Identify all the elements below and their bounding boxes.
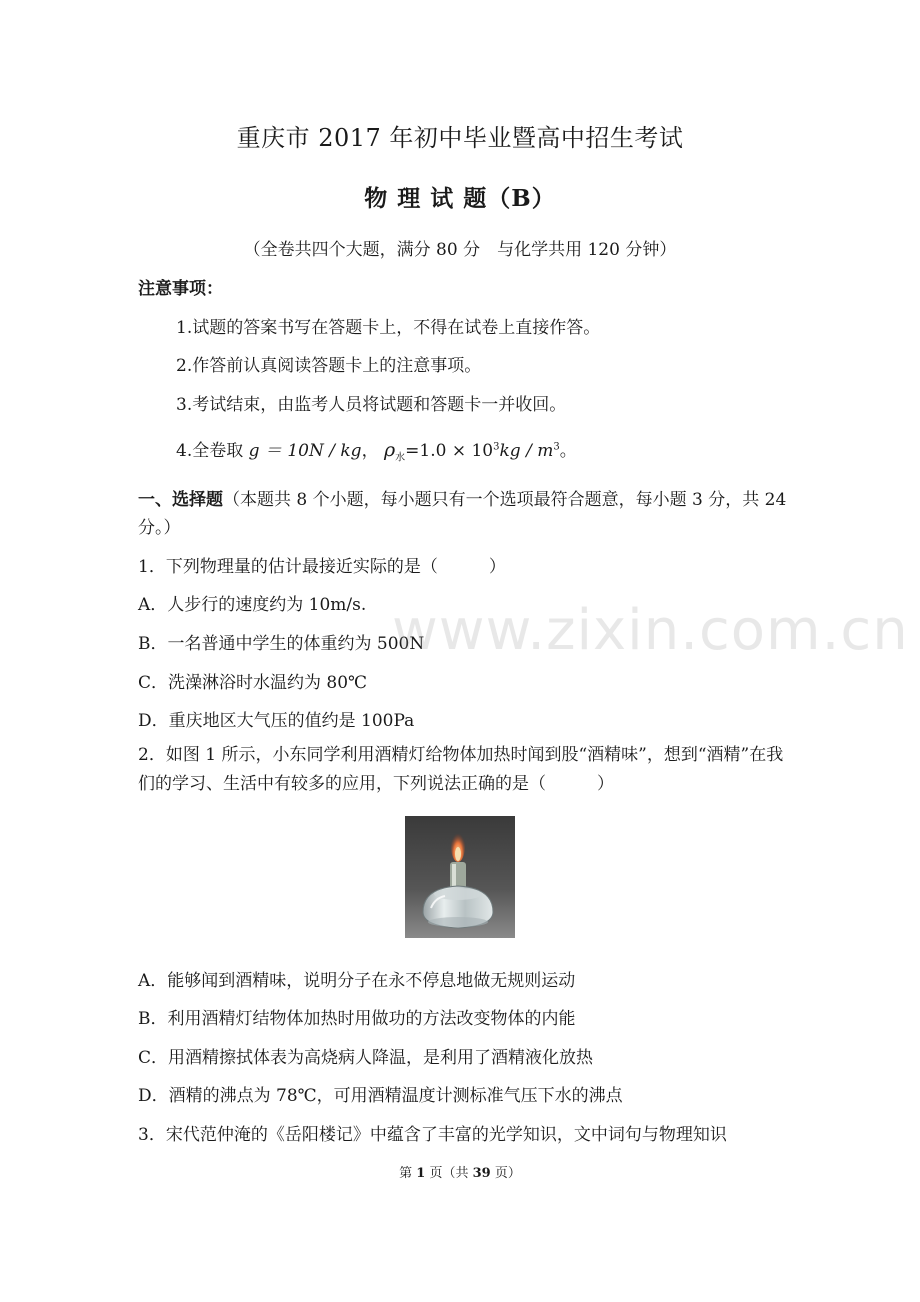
formula-rho-sub: 水 <box>395 452 406 464</box>
section-1-header <box>138 486 798 542</box>
question-2-option-c: C．用酒精擦拭体表为高烧病人降温，是利用了酒精液化放热 <box>138 1048 594 1068</box>
formula-exp: 3 <box>493 441 500 453</box>
question-2-option-a: A．能够闻到酒精味，说明分子在永不停息地做无规则运动 <box>138 971 576 991</box>
section-1-title: 一、选择题 <box>138 490 223 510</box>
formula-unit-exp: 3 <box>553 441 560 453</box>
formula-rho-value: =1.0 × 10 <box>405 441 494 461</box>
formula-g: g ＝ 10N / kg <box>248 441 362 461</box>
exam-subtitle: 物 理 试 题（B） <box>364 185 556 212</box>
footer-mid: 页（共 <box>429 1166 469 1181</box>
page-footer <box>0 1162 920 1181</box>
formula-rho: ρ <box>383 439 396 461</box>
note-item-2: 2.作答前认真阅读答题卡上的注意事项。 <box>176 356 482 376</box>
formula-end: 。 <box>559 441 577 461</box>
footer-pre: 第 <box>399 1166 413 1181</box>
note-item-4-formula <box>176 436 577 463</box>
question-2-option-b: B．利用酒精灯结物体加热时用做功的方法改变物体的内能 <box>138 1009 576 1029</box>
question-1-option-a: A．人步行的速度约为 10m/s. <box>138 595 367 615</box>
question-3-stem: 3．宋代范仲淹的《岳阳楼记》中蕴含了丰富的光学知识，文中词句与物理知识 <box>138 1125 727 1145</box>
note-item-3: 3.考试结束，由监考人员将试题和答题卡一并收回。 <box>176 395 567 415</box>
footer-page-number: 1 <box>416 1166 426 1181</box>
question-2-stem: 2．如图 1 所示，小东同学利用酒精灯给物体加热时闻到股“酒精味”，想到“酒精”在我们的学习、生活中有较多的应用，下列说法正确的是（ ） <box>138 745 784 794</box>
formula-unit: kg / m <box>499 441 554 461</box>
watermark: www.zixin.com.cn <box>392 598 909 663</box>
alcohol-lamp-photo <box>405 816 515 938</box>
section-1-desc: （本题共 8 个小题，每小题只有一个选项最符合题意，每小题 3 分，共 24 分。） <box>138 490 787 538</box>
question-1-stem: 1．下列物理量的估计最接近实际的是（ ） <box>138 557 506 577</box>
note-item-1: 1.试题的答案书写在答题卡上，不得在试卷上直接作答。 <box>176 318 601 338</box>
formula-sep: ， <box>361 441 379 461</box>
formula-prefix: 4.全卷取 <box>176 441 244 461</box>
question-1-option-d: D．重庆地区大气压的值约是 100Pa <box>138 711 415 731</box>
footer-total-pages: 39 <box>472 1166 491 1181</box>
footer-post: 页） <box>494 1166 521 1181</box>
exam-info: （全卷共四个大题，满分 80 分 与化学共用 120 分钟） <box>243 240 677 260</box>
notes-title: 注意事项： <box>138 279 223 299</box>
exam-title: 重庆市 2017 年初中毕业暨高中招生考试 <box>236 124 684 152</box>
question-1-option-b: B．一名普通中学生的体重约为 500N <box>138 634 425 654</box>
question-2-option-d: D．酒精的沸点为 78℃，可用酒精温度计测标准气压下水的沸点 <box>138 1086 623 1106</box>
question-1-option-c: C．洗澡淋浴时水温约为 80℃ <box>138 673 368 693</box>
